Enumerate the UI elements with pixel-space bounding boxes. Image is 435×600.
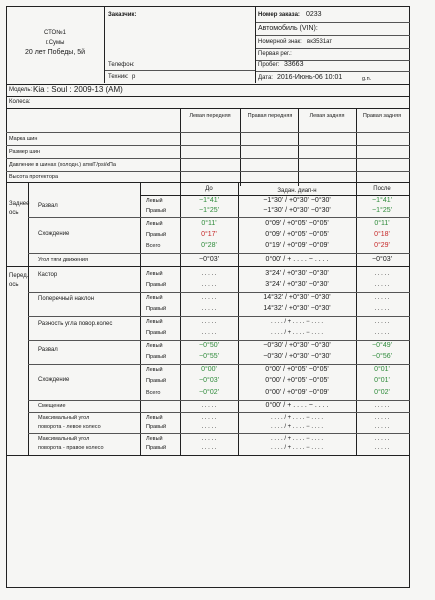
front-caster-label: Кастор [38,272,58,278]
front-camber-right-label: Правый [146,354,167,360]
front-kpi-label: Поперечный наклон [38,296,95,302]
front-max-right-after-2: . . . . . [374,445,390,451]
rear-toe-left-label: Левый [146,221,163,227]
row-rule [28,412,410,413]
grid-bottom-rule [6,455,410,456]
front-toe-left-label: Левый [146,367,163,373]
plate-label: Номерной знак: [258,39,302,45]
front-toe-total-spec: 0°00' / +0°09' −0°09' [265,389,329,396]
rear-camber-right-after: −1°25' [372,207,392,214]
rear-toe-right-before: 0°17' [201,231,217,238]
car-label: Автомобиль (VIN): [258,25,318,32]
date-label: Дата: [258,75,273,81]
row-rule [28,253,410,254]
tire-grid [240,108,241,186]
front-setback-spec: 0°00' / + . . . . − . . . . [265,402,329,409]
header-rule [256,48,410,49]
front-camber-right-after: −0°56' [372,353,392,360]
model-label: Модель: [9,87,33,93]
front-toe-right-spec: 0°00' / +0°05' −0°05' [265,377,329,384]
front-camber-left-after: −0°49' [372,342,392,349]
shop-street: 20 лет Победы, 5й [24,49,86,56]
front-camber-left-before: −0°50' [199,342,219,349]
tire-row-rule [6,171,410,172]
front-toe-left-spec: 0°00' / +0°05' −0°05' [265,366,329,373]
front-max-right-right-label: Правый [146,445,167,451]
header-rule [256,35,410,36]
tire-grid [298,108,299,186]
customer-label: Заказчик: [108,12,137,18]
front-caster-right-label: Правый [146,282,167,288]
front-kpi-left-label: Левый [146,295,163,301]
first-reg-label: Первая рег.: [258,51,292,57]
front-toe-total-label: Всего [146,390,161,396]
rear-toe-label: Схождение [38,231,70,237]
front-toe-left-before: 0°00' [201,366,217,373]
front-turn-label: Разность угла повор.колес [38,321,113,327]
tire-grid [180,108,181,186]
tire-grid [356,108,357,186]
model-rule [6,96,410,97]
tire-row-rule [6,132,410,133]
tire-col-rr: Правая задняя [362,113,402,119]
front-caster-right-before: . . . . . [201,282,217,288]
rear-thrust-label: Угол тяги движения [38,257,88,263]
front-turn-left-spec: . . . . / + . . . . − . . . . [270,319,324,325]
rear-camber-label: Развал [38,203,58,209]
front-caster-right-spec: 3°24' / +0°30' −0°30' [265,281,329,288]
col-before: До [205,186,213,192]
front-kpi-left-before: . . . . . [201,295,217,301]
front-caster-left-after: . . . . . [374,271,390,277]
tire-col-rl: Левая задняя [309,113,345,119]
col-header-rule [140,195,410,196]
row-rule [28,340,410,341]
front-max-right-left-label: Левый [146,436,163,442]
date-suffix: g.n. [362,76,372,82]
front-max-left-spec-2: . . . . / + . . . . − . . . . [270,424,324,430]
front-toe-total-before: −0°02' [199,389,219,396]
front-toe-left-after: 0°01' [374,366,390,373]
rear-toe-total-after: 0°29' [374,242,390,249]
front-toe-right-before: −0°03' [199,377,219,384]
tire-row-rule [6,145,410,146]
rear-toe-left-spec: 0°09' / +0°05' −0°05' [265,220,329,227]
front-caster-left-before: . . . . . [201,271,217,277]
rear-camber-left-before: −1°41' [199,197,219,204]
model-value: Kia : Soul : 2009-13 (AM) [33,85,123,94]
date-value: 2016-Июнь-06 10:01 [277,74,343,81]
front-max-right-before-2: . . . . . [201,445,217,451]
order-number: 0233 [306,11,322,18]
front-max-left-before-1: . . . . . [201,415,217,421]
front-camber-left-spec: −0°30' / +0°30' −0°30' [263,342,331,349]
rear-camber-right-before: −1°25' [199,207,219,214]
row-rule [28,292,410,293]
front-max-left-after-2: . . . . . [374,424,390,430]
front-max-left-label-2: поворота - левое колесо [38,424,101,430]
rear-thrust-after: −0°03' [372,256,392,263]
front-turn-left-before: . . . . . [201,319,217,325]
front-kpi-right-label: Правый [146,306,167,312]
rear-camber-left-spec: −1°30' / +0°30' −0°30' [263,197,331,204]
front-kpi-right-before: . . . . . [201,306,217,312]
plate-number: вк3531ат [307,39,333,45]
front-kpi-right-spec: 14°32' / +0°30' −0°30' [263,305,331,312]
front-kpi-left-spec: 14°32' / +0°30' −0°30' [263,294,331,301]
header-rule [256,22,410,23]
front-camber-right-spec: −0°30' / +0°30' −0°30' [263,353,331,360]
row-rule [28,316,410,317]
row-rule [28,433,410,434]
header-rule [105,70,255,71]
rear-camber-left-after: −1°41' [372,197,392,204]
mileage-label: Пробег: [258,62,280,68]
rear-toe-right-label: Правый [146,232,167,238]
front-caster-left-spec: 3°24' / +0°30' −0°30' [265,270,329,277]
grid-section-col [28,183,29,455]
rear-toe-right-after: 0°18' [374,231,390,238]
front-camber-left-label: Левый [146,343,163,349]
front-toe-label: Схождение [38,377,70,383]
header-divider-left [104,7,105,83]
front-max-right-after-1: . . . . . [374,436,390,442]
rear-toe-left-after: 0°11' [374,220,390,227]
wheels-label: Колеса: [9,99,31,105]
front-max-right-label-2: поворота - правое колесо [38,445,104,451]
shop-city: г.Сумы [45,40,65,46]
front-toe-right-label: Правый [146,378,167,384]
front-max-left-before-2: . . . . . [201,424,217,430]
tire-row-size: Размер шин [9,149,40,155]
rear-camber-right-spec: −1°30' / +0°30' −0°30' [263,207,331,214]
row-rule [28,364,410,365]
tech-value: р [132,74,136,80]
front-axle-label: Перед. ось [9,273,29,288]
front-kpi-left-after: . . . . . [374,295,390,301]
front-turn-right-spec: . . . . / + . . . . − . . . . [270,330,324,336]
front-max-left-right-label: Правый [146,424,167,430]
front-max-left-spec-1: . . . . / + . . . . − . . . . [270,415,324,421]
front-camber-label: Развал [38,347,58,353]
rear-thrust-spec: 0°00' / + . . . . − . . . . [265,256,329,263]
front-max-left-label-1: Максимальный угол [38,415,90,421]
row-rule [28,217,410,218]
rear-toe-total-spec: 0°19' / +0°09' −0°09' [265,242,329,249]
front-turn-right-before: . . . . . [201,330,217,336]
front-max-right-spec-1: . . . . / + . . . . − . . . . [270,436,324,442]
rear-toe-total-label: Всего [146,243,161,249]
front-toe-right-after: 0°01' [374,377,390,384]
order-label: Номер заказа: [258,12,300,18]
rear-camber-right-label: Правый [146,208,167,214]
tire-row-rule [6,158,410,159]
axle-divider [6,266,410,267]
col-spec: Задан. диап-н [277,188,317,194]
front-turn-left-label: Левый [146,319,163,325]
tire-table-bottom [6,182,410,183]
front-caster-right-after: . . . . . [374,282,390,288]
front-setback-after: . . . . . [374,403,390,409]
header-rule [256,60,410,61]
front-setback-label: Смещение [38,403,66,409]
front-kpi-right-after: . . . . . [374,306,390,312]
grid-label-col [140,183,141,455]
front-max-left-left-label: Левый [146,415,163,421]
rear-toe-right-spec: 0°09' / +0°05' −0°05' [265,231,329,238]
rear-axle-label: Заднее ось [9,201,30,216]
front-max-right-spec-2: . . . . / + . . . . − . . . . [270,445,324,451]
rear-thrust-before: −0°03' [199,256,219,263]
row-rule [28,400,410,401]
tire-col-fr: Правая передняя [247,113,293,119]
rear-toe-total-before: 0°28' [201,242,217,249]
phone-label: Телефон: [108,62,135,68]
mileage-value: 33663 [284,61,304,68]
header-rule [256,71,410,72]
tire-col-fl: Левая передняя [189,113,231,119]
col-after: После [373,186,391,192]
front-caster-left-label: Левый [146,271,163,277]
front-turn-right-after: . . . . . [374,330,390,336]
rear-camber-left-label: Левый [146,198,163,204]
rear-toe-left-before: 0°11' [201,220,217,227]
tire-row-tread: Высота протектора [9,174,59,180]
tire-row-brand: Марка шин [9,136,38,142]
front-turn-right-label: Правый [146,330,167,336]
front-turn-left-after: . . . . . [374,319,390,325]
front-setback-before: . . . . . [201,403,217,409]
front-max-right-label-1: Максимальный угол [38,436,90,442]
front-max-left-after-1: . . . . . [374,415,390,421]
front-max-right-before-1: . . . . . [201,436,217,442]
shop-name: СТО№1 [44,30,66,36]
front-toe-total-after: 0°02' [374,389,390,396]
tech-label: Техник: [108,74,129,80]
wheels-rule [6,108,410,109]
front-camber-right-before: −0°55' [199,353,219,360]
tire-row-pressure: Давление в шинах (холодн.) атм/Г/psi/кПа [9,162,116,168]
